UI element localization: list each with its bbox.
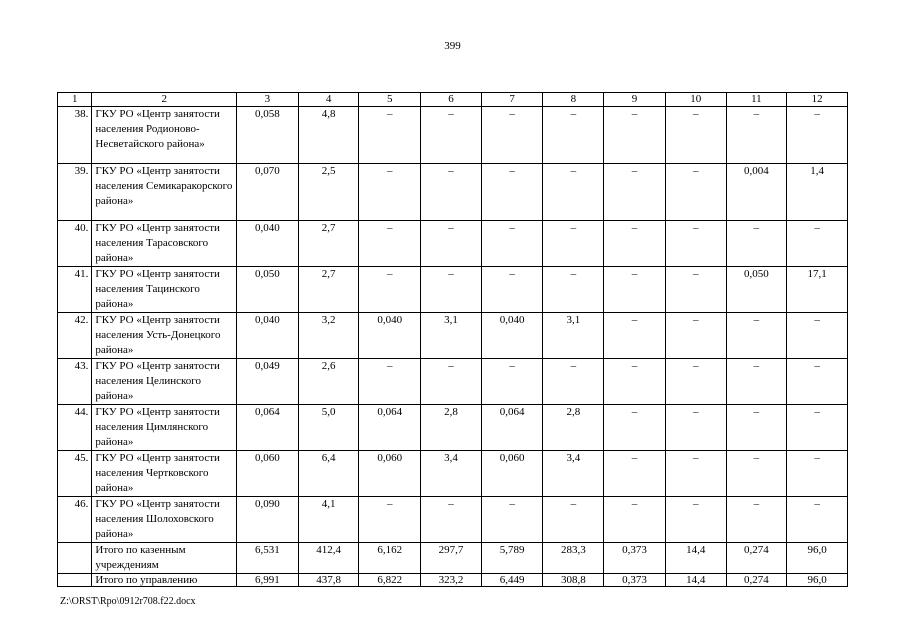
row-number: 44. xyxy=(58,405,92,451)
cell-value: – xyxy=(726,405,787,451)
cell-value: 0,040 xyxy=(237,221,299,267)
cell-value: – xyxy=(359,221,421,267)
column-header: 9 xyxy=(604,93,666,107)
column-header: 5 xyxy=(359,93,421,107)
cell-value: – xyxy=(421,359,482,405)
cell-value: 5,0 xyxy=(298,405,359,451)
column-header: 8 xyxy=(543,93,604,107)
cell-value: – xyxy=(665,221,726,267)
cell-value: 0,060 xyxy=(359,451,421,497)
cell-value: 17,1 xyxy=(787,267,848,313)
cell-value: – xyxy=(359,164,421,221)
row-number: 38. xyxy=(58,107,92,164)
cell-value: 297,7 xyxy=(421,543,482,574)
cell-value: – xyxy=(726,359,787,405)
cell-value: 0,064 xyxy=(359,405,421,451)
cell-value: 283,3 xyxy=(543,543,604,574)
column-header: 7 xyxy=(481,93,543,107)
cell-value: 412,4 xyxy=(298,543,359,574)
cell-value: – xyxy=(421,221,482,267)
cell-value: – xyxy=(359,359,421,405)
cell-value: 0,373 xyxy=(604,574,666,587)
column-header: 11 xyxy=(726,93,787,107)
cell-value: 0,274 xyxy=(726,574,787,587)
table-row xyxy=(58,451,848,497)
table-row xyxy=(58,313,848,359)
cell-value: – xyxy=(543,164,604,221)
cell-value: – xyxy=(665,107,726,164)
cell-value: – xyxy=(665,451,726,497)
cell-value: – xyxy=(359,267,421,313)
cell-value: – xyxy=(543,267,604,313)
cell-value: 0,064 xyxy=(237,405,299,451)
cell-value: 3,4 xyxy=(543,451,604,497)
total-label: Итого по казенным учреждениям xyxy=(92,543,237,574)
table-row xyxy=(58,267,848,313)
cell-value: 0,040 xyxy=(359,313,421,359)
cell-value: 0,058 xyxy=(237,107,299,164)
cell-value: – xyxy=(421,267,482,313)
institution-name: ГКУ РО «Центр занятости населения Цимлянского района» xyxy=(92,405,237,451)
cell-value: – xyxy=(543,107,604,164)
institution-name: ГКУ РО «Центр занятости населения Родионово-Несветайского района» xyxy=(92,107,237,164)
row-number: 46. xyxy=(58,497,92,543)
institution-name: ГКУ РО «Центр занятости населения Тарасовского района» xyxy=(92,221,237,267)
cell-value: – xyxy=(787,107,848,164)
cell-value: – xyxy=(665,267,726,313)
total-label: Итого по управлению xyxy=(92,574,237,587)
cell-value: 96,0 xyxy=(787,543,848,574)
cell-value: – xyxy=(604,497,666,543)
cell-value: 308,8 xyxy=(543,574,604,587)
page-number: 399 xyxy=(444,40,461,52)
cell-value: – xyxy=(787,221,848,267)
cell-value: 4,1 xyxy=(298,497,359,543)
cell-value: 437,8 xyxy=(298,574,359,587)
column-header: 3 xyxy=(237,93,299,107)
cell-value: 2,7 xyxy=(298,267,359,313)
cell-value: 6,991 xyxy=(237,574,299,587)
cell-value: – xyxy=(665,164,726,221)
total-row xyxy=(58,543,848,574)
column-header: 10 xyxy=(665,93,726,107)
table-row xyxy=(58,497,848,543)
cell-value: – xyxy=(359,107,421,164)
cell-value: – xyxy=(726,221,787,267)
total-row xyxy=(58,574,848,587)
cell-value: 5,789 xyxy=(481,543,543,574)
table-row xyxy=(58,107,848,164)
institution-name: ГКУ РО «Центр занятости населения Тацинского района» xyxy=(92,267,237,313)
cell-value: 0,060 xyxy=(481,451,543,497)
cell-value: – xyxy=(604,164,666,221)
row-number xyxy=(58,574,92,587)
cell-value: – xyxy=(421,497,482,543)
cell-value: 0,060 xyxy=(237,451,299,497)
institution-name: ГКУ РО «Центр занятости населения Усть-Донецкого района» xyxy=(92,313,237,359)
cell-value: – xyxy=(481,359,543,405)
cell-value: 0,004 xyxy=(726,164,787,221)
row-number: 42. xyxy=(58,313,92,359)
cell-value: – xyxy=(665,497,726,543)
cell-value: 1,4 xyxy=(787,164,848,221)
cell-value: – xyxy=(726,313,787,359)
file-path-footer: Z:\ORST\Rpo\0912r708.f22.docx xyxy=(60,596,196,607)
row-number: 39. xyxy=(58,164,92,221)
cell-value: – xyxy=(787,497,848,543)
table-header-row xyxy=(58,93,848,107)
cell-value: 2,8 xyxy=(543,405,604,451)
cell-value: 0,274 xyxy=(726,543,787,574)
cell-value: 0,373 xyxy=(604,543,666,574)
column-header: 6 xyxy=(421,93,482,107)
cell-value: – xyxy=(604,313,666,359)
cell-value: 6,4 xyxy=(298,451,359,497)
cell-value: 96,0 xyxy=(787,574,848,587)
table-row xyxy=(58,405,848,451)
row-number: 45. xyxy=(58,451,92,497)
cell-value: – xyxy=(604,451,666,497)
cell-value: 2,6 xyxy=(298,359,359,405)
column-header: 4 xyxy=(298,93,359,107)
table-row xyxy=(58,164,848,221)
cell-value: 0,040 xyxy=(237,313,299,359)
cell-value: 2,8 xyxy=(421,405,482,451)
cell-value: – xyxy=(665,405,726,451)
institution-name: ГКУ РО «Центр занятости населения Чертковского района» xyxy=(92,451,237,497)
cell-value: – xyxy=(604,221,666,267)
cell-value: – xyxy=(787,405,848,451)
cell-value: – xyxy=(421,164,482,221)
cell-value: 0,064 xyxy=(481,405,543,451)
cell-value: 0,050 xyxy=(726,267,787,313)
cell-value: – xyxy=(787,451,848,497)
cell-value: – xyxy=(726,107,787,164)
institution-name: ГКУ РО «Центр занятости населения Шолоховского района» xyxy=(92,497,237,543)
row-number xyxy=(58,543,92,574)
cell-value: 0,090 xyxy=(237,497,299,543)
cell-value: 2,7 xyxy=(298,221,359,267)
cell-value: – xyxy=(481,107,543,164)
column-header: 2 xyxy=(92,93,237,107)
cell-value: 4,8 xyxy=(298,107,359,164)
cell-value: – xyxy=(726,451,787,497)
cell-value: 0,070 xyxy=(237,164,299,221)
cell-value: – xyxy=(359,497,421,543)
cell-value: 0,040 xyxy=(481,313,543,359)
cell-value: – xyxy=(604,107,666,164)
column-header: 1 xyxy=(58,93,92,107)
table-row xyxy=(58,221,848,267)
cell-value: – xyxy=(665,313,726,359)
cell-value: 2,5 xyxy=(298,164,359,221)
row-number: 43. xyxy=(58,359,92,405)
row-number: 40. xyxy=(58,221,92,267)
cell-value: – xyxy=(481,221,543,267)
data-table xyxy=(57,92,848,587)
cell-value: – xyxy=(665,359,726,405)
cell-value: – xyxy=(604,359,666,405)
cell-value: 0,049 xyxy=(237,359,299,405)
institution-name: ГКУ РО «Центр занятости населения Целинского района» xyxy=(92,359,237,405)
cell-value: 6,531 xyxy=(237,543,299,574)
cell-value: 3,2 xyxy=(298,313,359,359)
table-row xyxy=(58,359,848,405)
institution-name: ГКУ РО «Центр занятости населения Семикаракорского района» xyxy=(92,164,237,221)
cell-value: – xyxy=(604,405,666,451)
cell-value: – xyxy=(543,359,604,405)
cell-value: 6,449 xyxy=(481,574,543,587)
cell-value: 14,4 xyxy=(665,543,726,574)
row-number: 41. xyxy=(58,267,92,313)
cell-value: – xyxy=(543,221,604,267)
cell-value: – xyxy=(726,497,787,543)
cell-value: 0,050 xyxy=(237,267,299,313)
cell-value: – xyxy=(787,359,848,405)
cell-value: – xyxy=(481,497,543,543)
cell-value: 6,822 xyxy=(359,574,421,587)
cell-value: – xyxy=(604,267,666,313)
cell-value: 3,1 xyxy=(421,313,482,359)
cell-value: 323,2 xyxy=(421,574,482,587)
cell-value: – xyxy=(787,313,848,359)
column-header: 12 xyxy=(787,93,848,107)
cell-value: 3,4 xyxy=(421,451,482,497)
cell-value: 6,162 xyxy=(359,543,421,574)
cell-value: – xyxy=(481,267,543,313)
cell-value: 14,4 xyxy=(665,574,726,587)
cell-value: – xyxy=(481,164,543,221)
cell-value: – xyxy=(543,497,604,543)
cell-value: 3,1 xyxy=(543,313,604,359)
cell-value: – xyxy=(421,107,482,164)
